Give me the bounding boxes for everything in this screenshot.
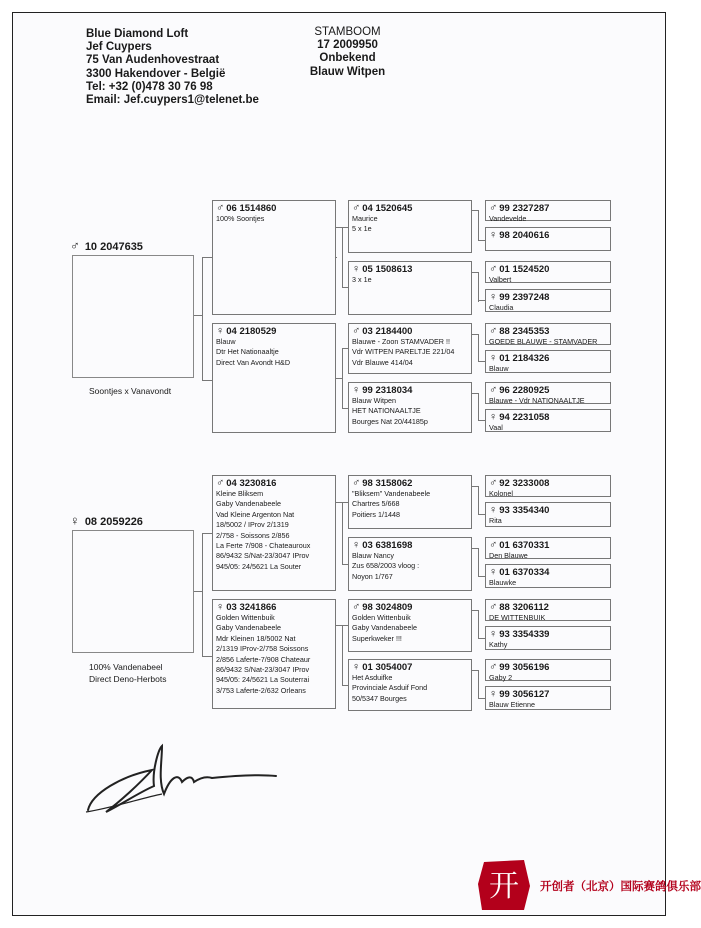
pedigree-line: 86/9432 S/Nat-23/3047 IProv [216,665,310,675]
ring-number [489,478,607,489]
male-icon: ♂ [489,325,498,337]
connector-line [202,656,212,657]
dam-note-2: Direct Deno-Herbots [89,674,167,684]
pedigree-box-sire-mm [348,382,472,433]
ring-number [489,385,607,396]
ring-text: 01 6370334 [499,567,550,578]
female-icon: ♀ [352,661,361,673]
pigeon-color: Blauw Witpen [309,65,386,78]
sire-note: Soontjes x Vanavondt [89,386,172,396]
pedigree-box-sire-mfm [485,350,611,373]
pedigree-line: Chartres 5/668 [352,499,400,509]
connector-line [342,287,348,288]
female-icon: ♀ [352,384,361,396]
connector-line [478,361,485,362]
pedigree-line: Direct Van Avondt H&D [216,357,291,367]
svg-text:开: 开 [489,869,519,904]
pedigree-box-sire-fm [348,261,472,315]
ring-number [489,412,607,423]
connector-line [342,227,343,287]
ring-number [352,478,468,489]
ring-text: 01 6370331 [499,540,550,551]
pedigree-box-sire-mmf [485,382,611,404]
ring-text: 96 2280925 [499,385,550,396]
male-icon: ♂ [352,202,361,214]
connector-line [194,591,202,592]
connector-line [202,380,212,381]
pedigree-line: Blauwe - Vdr NATIONAALTJE [489,396,585,405]
connector-line [342,348,343,408]
connector-line [342,348,348,349]
ring-text: 04 3230816 [226,478,277,489]
ring-text: 04 1520645 [362,203,413,214]
pedigree-box-sire-mff [485,323,611,345]
male-icon: ♂ [489,384,498,396]
ring-text: 88 2345353 [499,326,550,337]
female-icon: ♀ [489,352,498,364]
ring-number [489,203,607,214]
ring-number [352,264,468,275]
pedigree-line: Poitiers 1/1448 [352,509,400,519]
ring-text: 98 3158062 [362,478,413,489]
male-icon: ♂ [70,238,80,253]
connector-line [478,670,479,698]
connector-line [478,272,479,302]
pedigree-box-sire-mf [348,323,472,374]
pedigree-line: Blauw [489,364,509,373]
pedigree-line: Golden Wittenbuik [352,613,411,622]
ring-number [216,478,332,489]
female-icon: ♀ [489,229,498,241]
connector-line [478,393,479,421]
dam-note-1: 100% Vandenabeel [89,662,163,672]
pedigree-box-dam-mmf [485,659,611,681]
pedigree-line: Vad Kleine Argenton Nat [216,509,295,519]
ring-text: 03 3241866 [226,602,277,613]
pedigree-line: 86/9432 S/Nat-23/3047 IProv [216,551,310,561]
dam-ring: ♀ 08 2059226 [70,513,143,528]
female-icon: ♀ [352,539,361,551]
owner-street: 75 Van Audenhovestraat [86,54,220,67]
pedigree-line: Vdr WITPEN PARELTJE 221/04 [352,347,455,357]
owner-name: Jef Cuypers [86,41,152,54]
connector-line [478,420,485,421]
pedigree-line: 18/5002 / IProv 2/1319 [216,520,289,530]
pedigree-line: Golden Wittenbuik [216,613,275,622]
pedigree-box-sire-ff [348,200,472,253]
pedigree-line: Gaby 2 [489,673,513,682]
pedigree-line: DE WITTENBUIK [489,613,546,622]
male-icon: ♂ [352,601,361,613]
owner-tel: Tel: +32 (0)478 30 76 98 [86,80,213,93]
connector-line [342,502,348,503]
ring-text: 98 3024809 [362,602,413,613]
pedigree-line: 2/856 Laferte-7/908 Chateaur [216,654,311,664]
ring-text: 99 3056196 [499,662,550,673]
connector-line [202,257,212,258]
pedigree-line: 3/753 Laferte-2/632 Orleans [216,685,306,695]
pedigree-line: Zus 658/2003 vloog : [352,561,420,571]
ring-number [489,602,607,613]
owner-city: 3300 Hakendover - België [86,67,226,80]
pedigree-box-sire-father [212,200,336,315]
ring-number [352,385,468,396]
pedigree-box-dam-fm [348,537,472,591]
ring-number [489,264,607,275]
connector-line [342,685,348,686]
pedigree-line: Vaal [489,423,503,432]
pedigree-box-sire-fmm [485,289,611,312]
pedigree-box-sire-ffm [485,227,611,251]
pedigree-box-dam-father [212,475,336,591]
ring-number [489,505,607,516]
pedigree-line: 2/758 - Soissons 2/856 [216,530,290,540]
pedigree-line: Kolonel [489,489,513,498]
club-seal-icon [474,856,534,914]
pedigree-line: Het Asduifke [352,673,393,682]
pedigree-line: Blauwke [489,578,517,587]
male-icon: ♂ [489,661,498,673]
ring-number [489,353,607,364]
sire-ring: ♂ 10 2047635 [70,238,143,253]
doc-title: STAMBOOM [314,26,381,38]
ring-text: 98 2040616 [499,230,550,241]
pedigree-line: Vandevelde [489,214,527,223]
female-icon: ♀ [489,504,498,516]
pedigree-line: Noyon 1/767 [352,571,393,581]
pedigree-line: "Bliksem" Vandenabeele [352,489,431,498]
female-icon: ♀ [352,263,361,275]
connector-line [336,257,337,258]
ring-number [352,203,468,214]
male-icon: ♂ [489,601,498,613]
female-icon: ♀ [70,513,80,528]
female-icon: ♀ [489,291,498,303]
connector-line [478,300,485,301]
ring-text: 99 3056127 [499,689,550,700]
pedigree-line: Dtr Het Nationaaltje [216,347,279,357]
pedigree-box-dam-mf [348,599,472,652]
connector-line [478,486,479,514]
pigeon-name: Onbekend [319,52,376,65]
ring-number [352,540,468,551]
female-icon: ♀ [216,325,225,337]
male-icon: ♂ [352,325,361,337]
pedigree-box-sire-fff [485,200,611,221]
pedigree-line: Blauw Witpen [352,396,396,405]
ring-text: 06 1514860 [226,203,277,214]
male-icon: ♂ [216,202,225,214]
ring-number [489,662,607,673]
ring-number [489,689,607,700]
ring-text: 94 2231058 [499,412,550,423]
ring-text: 01 2184326 [499,353,550,364]
ring-number [216,203,332,214]
ring-text: 05 1508613 [362,264,413,275]
ring-text: 04 2180529 [226,326,277,337]
connector-line [342,227,348,228]
female-icon: ♀ [216,601,225,613]
connector-line [478,698,485,699]
pedigree-box-dam-ffm [485,502,611,527]
pedigree-line: 945/05: 24/5621 La Souter [216,561,302,571]
pedigree-line: Kleine Bliksem [216,489,264,498]
pedigree-line: 50/5347 Bourges [352,693,407,703]
female-icon: ♀ [489,411,498,423]
ring-text: 93 3354339 [499,629,550,640]
ring-number [489,230,607,241]
connector-line [342,625,343,685]
male-icon: ♂ [489,263,498,275]
male-icon: ♂ [352,477,361,489]
pedigree-line: Rita [489,516,502,525]
connector-line [342,502,343,564]
pedigree-line: Superkweker !!! [352,633,402,643]
female-icon: ♀ [489,688,498,700]
pedigree-line: Gaby Vandenabeele [352,623,418,633]
pedigree-box-dam-fmf [485,537,611,559]
ring-text: 99 2318034 [362,385,413,396]
pedigree-line: Bourges Nat 20/44185p [352,416,428,426]
ring-text: 03 6381698 [362,540,413,551]
pedigree-line: Gaby Vandenabeele [216,623,282,633]
ring-text: 99 2397248 [499,292,550,303]
pedigree-line: 3 x 1e [352,275,372,284]
signature-icon [82,738,282,828]
pedigree-line: 5 x 1e [352,224,372,234]
connector-line [478,638,485,639]
connector-line [478,514,485,515]
male-icon: ♂ [489,477,498,489]
pedigree-line: Kathy [489,640,508,649]
ring-text: 92 3233008 [499,478,550,489]
connector-line [194,315,202,316]
ring-number [489,629,607,640]
club-logo-text: 开创者（北京）国际赛鸽俱乐部 [540,881,701,893]
pedigree-line: 945/05: 24/5621 La Souterrai [216,675,310,685]
connector-line [478,334,479,362]
ring-text: 01 1524520 [499,264,550,275]
ring-number [489,567,607,578]
pedigree-box-dam-mmm [485,686,611,710]
pedigree-box-sire-fmf [485,261,611,283]
pedigree-line: Provinciale Asduif Fond [352,683,428,693]
pedigree-line: Maurice [352,214,378,223]
female-icon: ♀ [489,628,498,640]
owner-email: Email: Jef.cuypers1@telenet.be [86,94,259,107]
female-icon: ♀ [489,566,498,578]
pedigree-line: Claudia [489,303,514,312]
pedigree-box-dam-mm [348,659,472,711]
loft-name: Blue Diamond Loft [86,28,189,40]
ring-number [489,540,607,551]
connector-line [478,240,485,241]
ring-number [489,292,607,303]
pedigree-line: La Ferte 7/908 - Chateauroux [216,541,311,551]
ring-number [352,326,468,337]
ring-text: 99 2327287 [499,203,550,214]
pedigree-box-dam-mfm [485,626,611,650]
ring-number [489,326,607,337]
pedigree-box-dam-ff [348,475,472,529]
ring-number [352,602,468,613]
ring-text: 93 3354340 [499,505,550,516]
connector-line [342,564,348,565]
connector-line [478,576,485,577]
connector-line [202,533,203,657]
pedigree-line: HET NATIONAALTJE [352,406,421,416]
male-icon: ♂ [489,202,498,214]
pedigree-line: 100% Soontjes [216,214,265,223]
pedigree-line: Vdr Blauwe 414/04 [352,357,413,367]
ring-number [216,602,332,613]
connector-line [478,210,479,240]
pedigree-line: Blauw [216,337,236,346]
ring-number [216,326,332,337]
male-icon: ♂ [489,539,498,551]
pedigree-box-sire-mmm [485,409,611,432]
pedigree-line: 2/1319 IProv-2/758 Soissons [216,644,309,654]
pigeon-ring: 17 2009950 [317,39,378,52]
ring-text: 03 2184400 [362,326,413,337]
male-icon: ♂ [216,477,225,489]
pedigree-box-dam-mff [485,599,611,621]
pedigree-box-dam-fmm [485,564,611,588]
pedigree-line: Den Blauwe [489,551,528,560]
pedigree-line: Blauw Etienne [489,700,535,709]
pedigree-box-dam-fff [485,475,611,497]
ring-text: 88 3206112 [499,602,549,613]
pedigree-line: GOEDE BLAUWE - STAMVADER [489,337,598,346]
connector-line [342,408,348,409]
connector-line [342,625,348,626]
connector-line [202,257,203,381]
connector-line [478,548,479,576]
pedigree-box-dam-mother [212,599,336,709]
connector-line [202,533,212,534]
pedigree-line: Blauw Nancy [352,551,394,560]
pedigree-line: Blauwe - Zoon STAMVADER !! [352,337,450,346]
ring-number [352,662,468,673]
connector-line [478,610,479,638]
pedigree-line: Mdr Kleinen 18/5002 Nat [216,633,296,643]
pedigree-line: Valbert [489,275,512,284]
ring-text: 01 3054007 [362,662,413,673]
pedigree-box-sire-mother [212,323,336,433]
pedigree-line: Gaby Vandenabeele [216,499,282,509]
